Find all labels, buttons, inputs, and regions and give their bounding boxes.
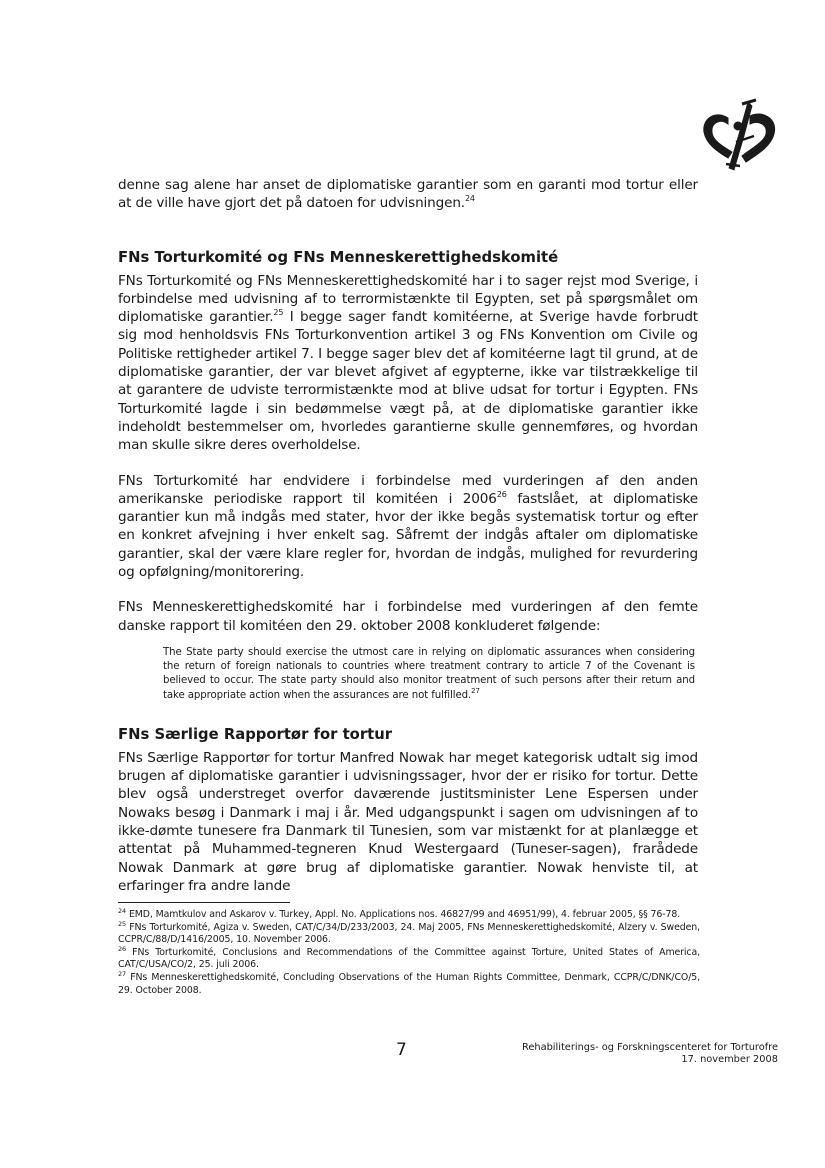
main-content bbox=[118, 176, 698, 895]
section-heading-rapporteur: FNs Særlige Rapportør for tortur bbox=[118, 725, 393, 743]
footer-organization: Rehabiliterings- og Forskningscenteret for Torturofre bbox=[521, 1042, 778, 1053]
footnote-27: $^{27}$ FNs Menneskerettighedskomité, Concluding Observations of the Human Rights Committee, Denmark, CCPR/C/DNK/CO/5, 29. October 2008. bbox=[118, 969, 700, 996]
footnote-25: $^{25}$ FNs Torturkomité, Agiza v. Sweden, CAT/C/34/D/233/2003, 24. Maj 2005, FNs Menneskerettighedskomité, Alzery v. Sweden, CCPR/C/88/D/1416/2005, 10. November 2006. bbox=[118, 919, 700, 946]
footnote-ref-24[interactable]: 24 bbox=[464, 194, 475, 204]
committees-paragraph-3: FNs Menneskerettighedskomité har i forbindelse med vurderingen af den femte danske rapport til komitéen den 29. oktober 2008 konkluderet følgende: bbox=[118, 599, 698, 634]
footnotes bbox=[118, 902, 700, 997]
section-heading-committees: FNs Torturkomité og FNs Menneskerettighedskomité bbox=[118, 248, 559, 266]
footnote-26: $^{26}$ FNs Torturkomité, Conclusions and Recommendations of the Committee against Torture, United States of America, CAT/C/USA/CO/2, 25. juli 2006. bbox=[118, 944, 700, 971]
committees-paragraph-1: FNs Torturkomité og FNs Menneskerettighedskomité har i to sager rejst mod Sverige, i forbindelse med udvisning af to terrormistænkte til Egypten, set på spørgsmålet om diplomatiske garantier.$^{25}$ I begge sager fandt komitéerne, at Sverige havde forbrudt sig mod henholdsvis FNs Torturkonvention artikel 3 og FNs Konvention om Civile og Politiske rettigheder artikel 7. I begge sager blev det af komitéerne lagt til grund, at de diplomatiske garantier, der var blevet afgivet af egypterne, ikke var tilstrækkelige til at garantere de udviste terrormistænkte mod at blive udsat for tortur i Egypten. FNs Torturkomité lagde i sin bedømmelse vægt på, at de diplomatiske garantier ikke indeholdt bestemmelser om, hvorledes garantierne skulle gennemføres, og hvordan man skulle sikre deres overholdelse. bbox=[118, 272, 698, 454]
page-number: 7 bbox=[396, 1040, 407, 1060]
footnote-ref-25[interactable]: 25 bbox=[273, 308, 284, 318]
footnote-divider bbox=[118, 902, 290, 903]
footnote-24: $^{24}$ EMD, Mamtkulov and Askarov v. Turkey, Appl. No. Applications nos. 46827/99 and 46951/99), 4. februar 2005, §§ 76-78. bbox=[118, 907, 681, 920]
committees-paragraph-2: FNs Torturkomité har endvidere i forbindelse med vurderingen af den anden amerikanske periodiske rapport til komitéen i 2006$^{26}$ fastslået, at diplomatiske garantier kun må indgås med stater, hvor der ikke begås systematisk tortur og efter en konkret afvejning i hver enkelt sag. Såfremt der indgås aftaler om diplomatiske garantier, skal der være klare regler for, hvordan de indgås, mulighed for revurdering og opfølgning/monitorering. bbox=[118, 472, 698, 581]
footer-date: 17. november 2008 bbox=[681, 1054, 778, 1065]
footer-info bbox=[472, 1042, 778, 1066]
block-quote: The State party should exercise the utmost care in relying on diplomatic assurances when considering the return of foreign nationals to countries where treatment contrary to article 7 of the Covenant is believed to occur. The state party should also monitor treatment of such persons after their return and take appropriate action when the assurances are not fulfilled.$^{27}$ bbox=[163, 646, 695, 701]
rapporteur-paragraph-1: FNs Særlige Rapportør for tortur Manfred Nowak har meget kategorisk udtalt sig imod brugen af diplomatiske garantier i udvisningssager, hvor der er risiko for tortur. Dette blev også understreget overfor daværende justitsminister Lene Espersen under Nowaks besøg i Danmark i maj i år. Med udgangspunkt i sagen om udvisningen af to ikke-dømte tunesere fra Danmark til Tunesien, som var mistænkt for at planlægge et attentat på Muhammed-tegneren Knud Westergaard (Tuneser-sagen), frarådede Nowak Danmark at gøre brug af diplomatiske garantier. Nowak henviste til, at erfaringer fra andre lande bbox=[118, 749, 698, 894]
rct-logo-icon bbox=[698, 96, 782, 176]
footnote-ref-27[interactable]: 27 bbox=[471, 686, 480, 695]
intro-paragraph: denne sag alene har anset de diplomatiske garantier som en garanti mod tortur eller at de ville have gjort det på datoen for udvisningen.$^{24}$ bbox=[118, 177, 698, 212]
footnote-ref-26[interactable]: 26 bbox=[496, 489, 507, 499]
